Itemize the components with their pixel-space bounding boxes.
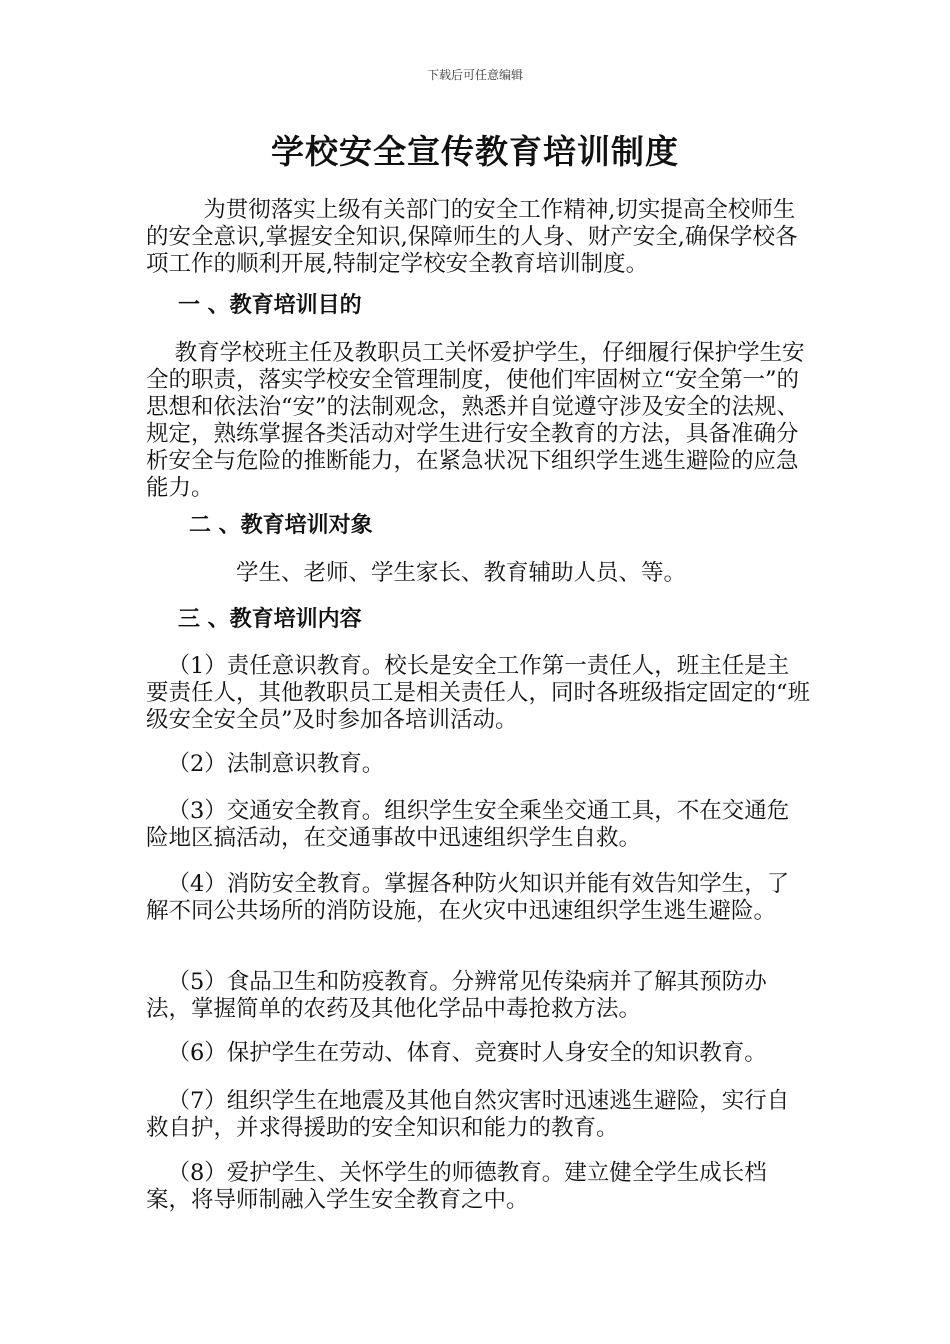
content-item-7: （7）组织学生在地震及其他自然灾害时迅速逃生避险，实行自救自护，并求得援助的安全知识和能力的教育。 [146, 1088, 790, 1141]
content-item-5: （5）食品卫生和防疫教育。分辨常见传染病并了解其预防办法，掌握简单的农药及其他化学品中毒抢救方法。 [146, 969, 767, 1022]
content-item-2: （2）法制意识教育。 [146, 751, 385, 777]
content-item-3: （3）交通安全教育。组织学生安全乘坐交通工具，不在交通危险地区搞活动，在交通事故中迅速组织学生自救。 [146, 798, 790, 851]
section-heading-purpose: 一 、教育培训目的 [178, 293, 362, 318]
content-item-6: （6）保护学生在劳动、体育、竞赛时人身安全的知识教育。 [146, 1040, 767, 1066]
header-note: 下载后可任意编辑 [426, 68, 523, 82]
content-item-4: （4）消防安全教育。掌握各种防火知识并能有效告知学生，了解不同公共场所的消防设施，在火灾中迅速组织学生逃生避险。 [146, 871, 790, 924]
intro-paragraph: 为贯彻落实上级有关部门的安全工作精神,切实提高全校师生的安全意识,掌握安全知识,保障师生的人身、财产安全,确保学校各项工作的顺利开展,特制定学校安全教育培训制度。 [146, 197, 798, 277]
page-title: 学校安全宣传教育培训制度 [271, 132, 679, 171]
section-heading-audience: 二 、教育培训对象 [189, 513, 373, 538]
section-heading-content: 三 、教育培训内容 [178, 607, 362, 632]
content-item-8: （8）爱护学生、关怀学生的师德教育。建立健全学生成长档案，将导师制融入学生安全教育之中。 [146, 1160, 767, 1213]
audience-paragraph: 学生、老师、学生家长、教育辅助人员、等。 [236, 560, 687, 586]
content-item-1: （1）责任意识教育。校长是安全工作第一责任人，班主任是主要责任人，其他教职员工是相关责任人，同时各班级指定固定的“班级安全安全员”及时参加各培训活动。 [146, 653, 811, 733]
purpose-paragraph: 教育学校班主任及教职员工关怀爱护学生，仔细履行保护学生安全的职责，落实学校安全管理制度，使他们牢固树立“安全第一”的思想和依法治“安”的法制观念，熟悉并自觉遵守涉及安全的法规、规定，熟练掌握各类活动对学生进行安全教育的方法，具备准确分析安全与危险的推断能力，在紧急状况下组织学生逃生避险的应急能力。 [146, 340, 805, 501]
